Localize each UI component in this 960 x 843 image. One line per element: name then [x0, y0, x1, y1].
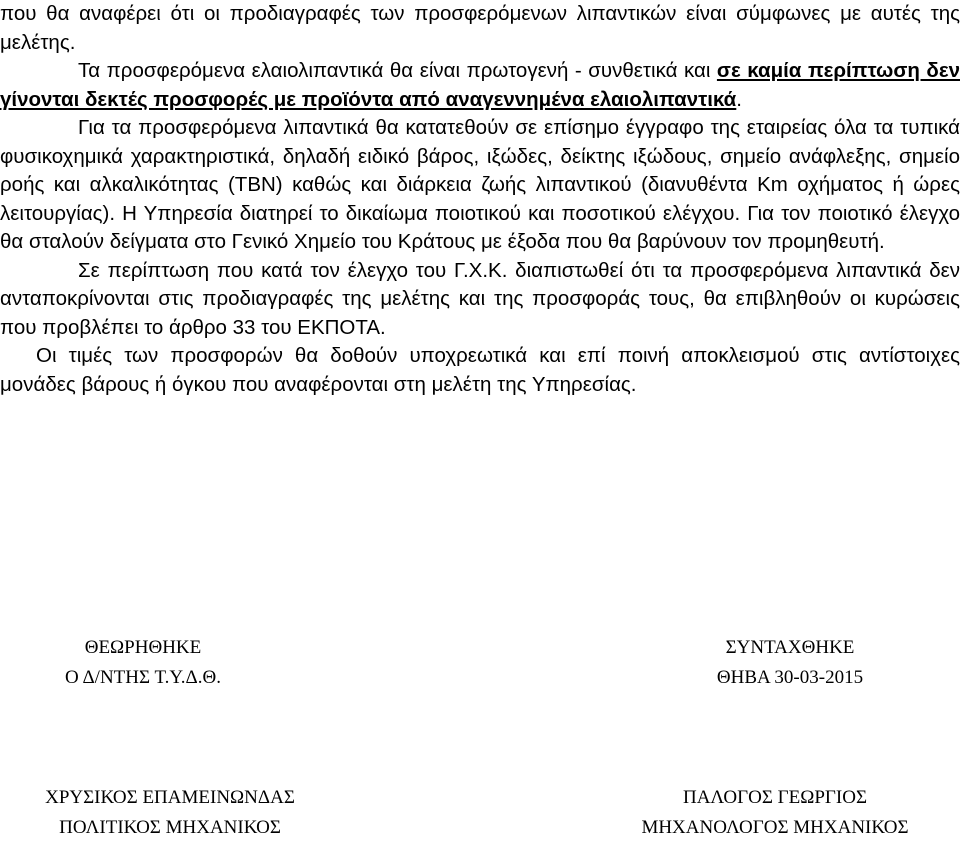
reviewed-heading: ΘΕΩΡΗΘΗΚΕ: [84, 637, 202, 658]
paragraph-compliance: που θα αναφέρει ότι οι προδιαγραφές των προσφερόμενων λιπαντικών είναι σύμφωνες με αυτές της μελέτης.: [0, 2, 960, 54]
signature-block-reviewed: [28, 633, 258, 693]
signatory-right: [620, 783, 930, 843]
signatory-left: [20, 783, 320, 843]
paragraph-lubricant-type-tail: .: [736, 87, 742, 111]
compiled-heading: ΣΥΝΤΑΧΘΗΚΕ: [725, 637, 855, 658]
signatory-left-title: ΠΟΛΙΤΙΚΟΣ ΜΗΧΑΝΙΚΟΣ: [59, 817, 281, 838]
emphasized-rejection-clause: σε καμία περίπτωση δεν γίνονται δεκτές προσφορές με προϊόντα από αναγεννημένα ελαιολιπαντικά: [0, 59, 960, 111]
signatory-left-name: ΧΡΥΣΙΚΟΣ ΕΠΑΜΕΙΝΩΝΔΑΣ: [45, 787, 295, 808]
signatory-right-name: ΠΑΛΟΓΟΣ ΓΕΩΡΓΙΟΣ: [682, 787, 868, 808]
paragraph-specifications: Για τα προσφερόμενα λιπαντικά θα κατατεθούν σε επίσημο έγγραφο της εταιρείας όλα τα τυπικά φυσικοχημικά χαρακτηριστικά, δηλαδή ειδικό βάρος, ιξώδες, δείκτης ιξώδους, σημείο ανάφλεξης, σημείο ροής και αλκαλικότητας (TBN) καθώς και διάρκεια ζωής λιπαντικού (διανυθέντα Km οχήματος ή ώρες λειτουργίας). Η Υπηρεσία διατηρεί το δικαίωμα ποιοτικού και ποσοτικού ελέγχου. Για τον ποιοτικό έλεγχο θα σταλούν δείγματα στο Γενικό Χημείο του Κράτους με έξοδα που θα βαρύνουν τον προμηθευτή.: [0, 116, 960, 253]
document-body: [0, 0, 960, 399]
signature-block-compiled: [665, 633, 915, 693]
paragraph-lubricant-type: [0, 57, 960, 114]
paragraph-lubricant-type-lead: Τα προσφερόμενα ελαιολιπαντικά θα είναι πρωτογενή - συνθετικά και: [78, 59, 717, 82]
paragraph-pricing: Οι τιμές των προσφορών θα δοθούν υποχρεωτικά και επί ποινή αποκλεισμού στις αντίστοιχες μονάδες βάρους ή όγκου που αναφέρονται στη μελέτη της Υπηρεσίας.: [0, 344, 960, 396]
paragraph-sanctions: Σε περίπτωση που κατά τον έλεγχο του Γ.Χ.Κ. διαπιστωθεί ότι τα προσφερόμενα λιπαντικά δεν ανταποκρίνονται στις προδιαγραφές της μελέτης και της προσφοράς τους, θα επιβληθούν οι κυρώσεις που προβλέπει το άρθρο 33 του ΕΚΠΟΤΑ.: [0, 258, 960, 339]
reviewed-role: Ο Δ/ΝΤΗΣ Τ.Υ.Δ.Θ.: [65, 667, 221, 688]
compiled-place-date: ΘΗΒΑ 30-03-2015: [716, 667, 864, 688]
signatory-right-title: ΜΗΧΑΝΟΛΟΓΟΣ ΜΗΧΑΝΙΚΟΣ: [641, 817, 909, 838]
